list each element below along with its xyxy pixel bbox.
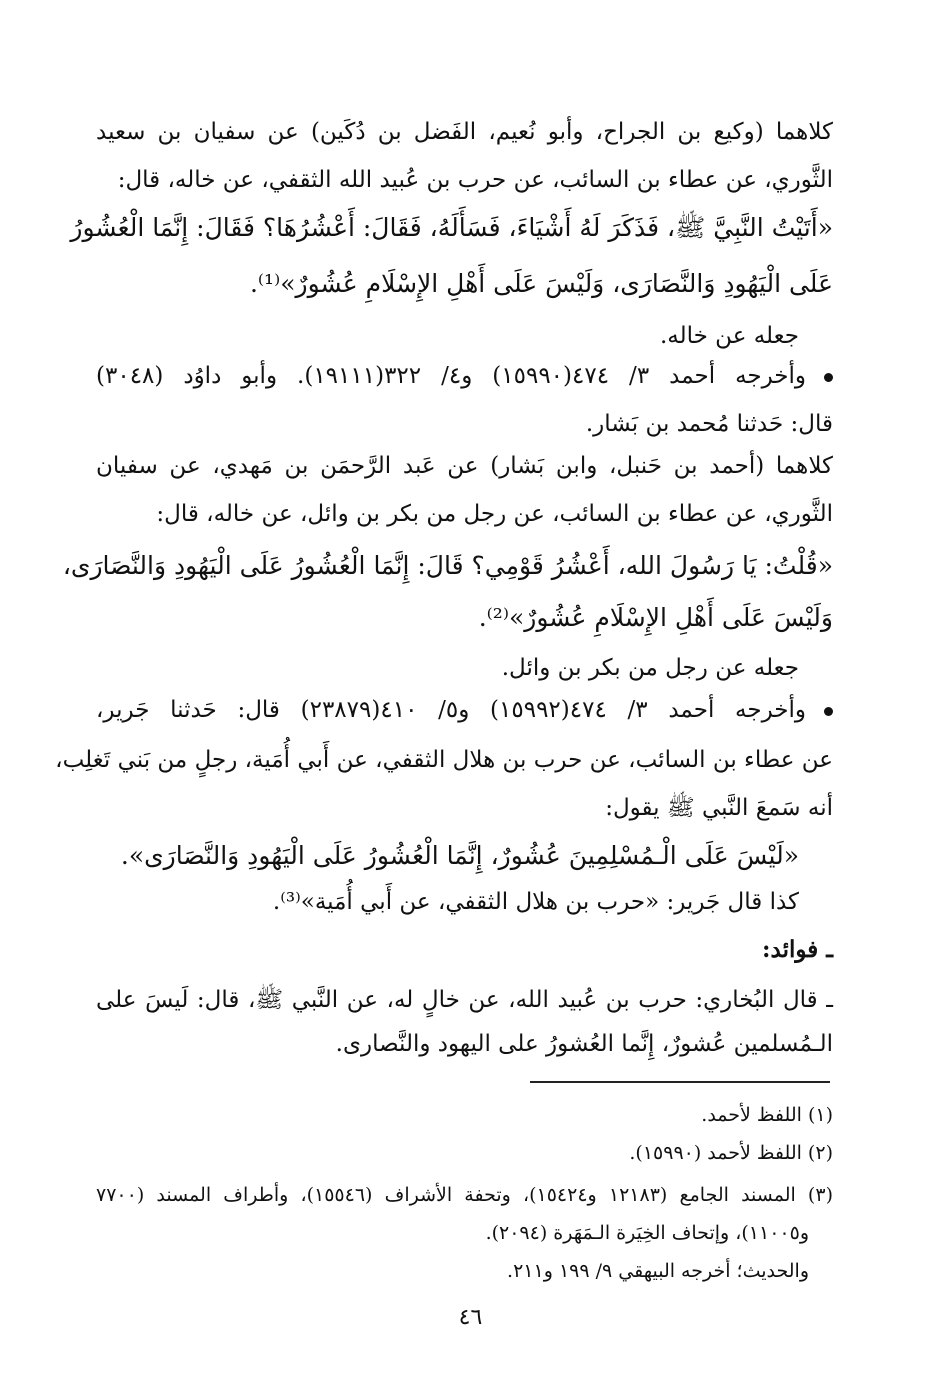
text-line: كلاهما (أحمد بن حَنبل، وابن بَشار) عن عَبد الرَّحمَن بن مَهدي، عن سفيان [96, 453, 833, 479]
text-line: الـمُسلمين عُشورٌ، إِنَّما العُشورُ على اليهود والنَّصارى. [335, 1031, 833, 1057]
section-heading: ـ فوائد: [762, 936, 833, 963]
hadith-line: «قُلْتُ: يَا رَسُولَ الله، أَعْشُرُ قَوْمِي؟ قَالَ: إِنَّمَا الْعُشُورُ عَلَى الْيَهُودِ وَالنَّصَارَى، [62, 551, 833, 580]
bullet-icon [824, 707, 833, 716]
text-line: ـ قال البُخاري: حرب بن عُبيد الله، عن خالٍ له، عن النَّبي ﷺ، قال: لَيسَ على [96, 987, 833, 1013]
footnote: (٢) اللفظ لأحمد (١٥٩٩٠). [629, 1142, 833, 1164]
bullet-icon [824, 373, 833, 382]
hadith-line: «أَتَيْتُ النَّبِيَّ ﷺ، فَذَكَرَ لَهُ أَشْيَاءَ، فَسَأَلَهُ، فَقَالَ: أَعْشُرُهَا؟ فَقَالَ: إِنَّمَا الْعُشُورُ [70, 213, 833, 242]
footnote: (١) اللفظ لأحمد. [701, 1104, 833, 1126]
text-line: الثَّوري، عن عطاء بن السائب، عن رجل من بكر بن وائل، عن خاله، قال: [156, 501, 833, 527]
text-line: عن عطاء بن السائب، عن حرب بن هلال الثقفي، عن أَبي أُمَية، رجلٍ من بَني تَغلِب، [55, 747, 833, 773]
text-line: جعله عن رجل من بكر بن وائل. [501, 655, 799, 681]
footnote-continuation: والحديث؛ أخرجه البيهقي ٩/ ١٩٩ و٢١١. [507, 1260, 809, 1282]
footnote-continuation: و١١٠٠٥)، وإتحاف الخِيَرة الـمَهَرة (٢٠٩٤). [485, 1222, 809, 1244]
text-line: جعله عن خاله. [660, 323, 799, 349]
text-line: أنه سَمعَ النَّبي ﷺ يقول: [605, 795, 833, 821]
bullet-line [96, 690, 833, 730]
bullet-line [96, 356, 833, 396]
text-line: كذا قال جَرير: «حرب بن هلال الثقفي، عن أَبي أُمَية»⁽³⁾. [272, 889, 799, 915]
text-line: كلاهما (وكيع بن الجراح، وأبو نُعيم، الفَضل بن دُكَين) عن سفيان بن سعيد [96, 119, 833, 145]
footnote: (٣) المسند الجامع (١٢١٨٣ و١٥٤٢٤)، وتحفة الأشراف (١٥٥٤٦)، وأطراف المسند (٧٧٠٠ [96, 1184, 833, 1206]
text-line: الثَّوري، عن عطاء بن السائب، عن حرب بن عُبيد الله الثقفي، عن خاله، قال: [117, 167, 833, 193]
hadith-line: «لَيْسَ عَلَى الْـمُسْلِمِينَ عُشُورٌ، إِنَّمَا الْعُشُورُ عَلَى الْيَهُودِ وَالنَّصَارَى». [120, 841, 799, 870]
text-span: وأخرجه أحمد ٣/ ٤٧٤(١٥٩٩٢) و٥/ ٤١٠(٢٣٨٧٩) قال: حَدثنا جَرير، [96, 697, 806, 723]
hadith-line: وَلَيْسَ عَلَى أَهْلِ الإِسْلَامِ عُشُورٌ»⁽²⁾. [478, 603, 833, 632]
hadith-line: عَلَى الْيَهُودِ وَالنَّصَارَى، وَلَيْسَ عَلَى أَهْلِ الإِسْلَامِ عُشُورٌ»⁽¹⁾. [249, 269, 833, 298]
text-span: وأخرجه أحمد ٣/ ٤٧٤(١٥٩٩٠) و٤/ ٣٢٢(١٩١١١). وأبو داوُد (٣٠٤٨) [96, 363, 807, 389]
page-number: ٤٦ [458, 1305, 483, 1330]
text-line: قال: حَدثنا مُحمد بن بَشار. [585, 411, 833, 437]
footnote-divider [530, 1081, 830, 1083]
